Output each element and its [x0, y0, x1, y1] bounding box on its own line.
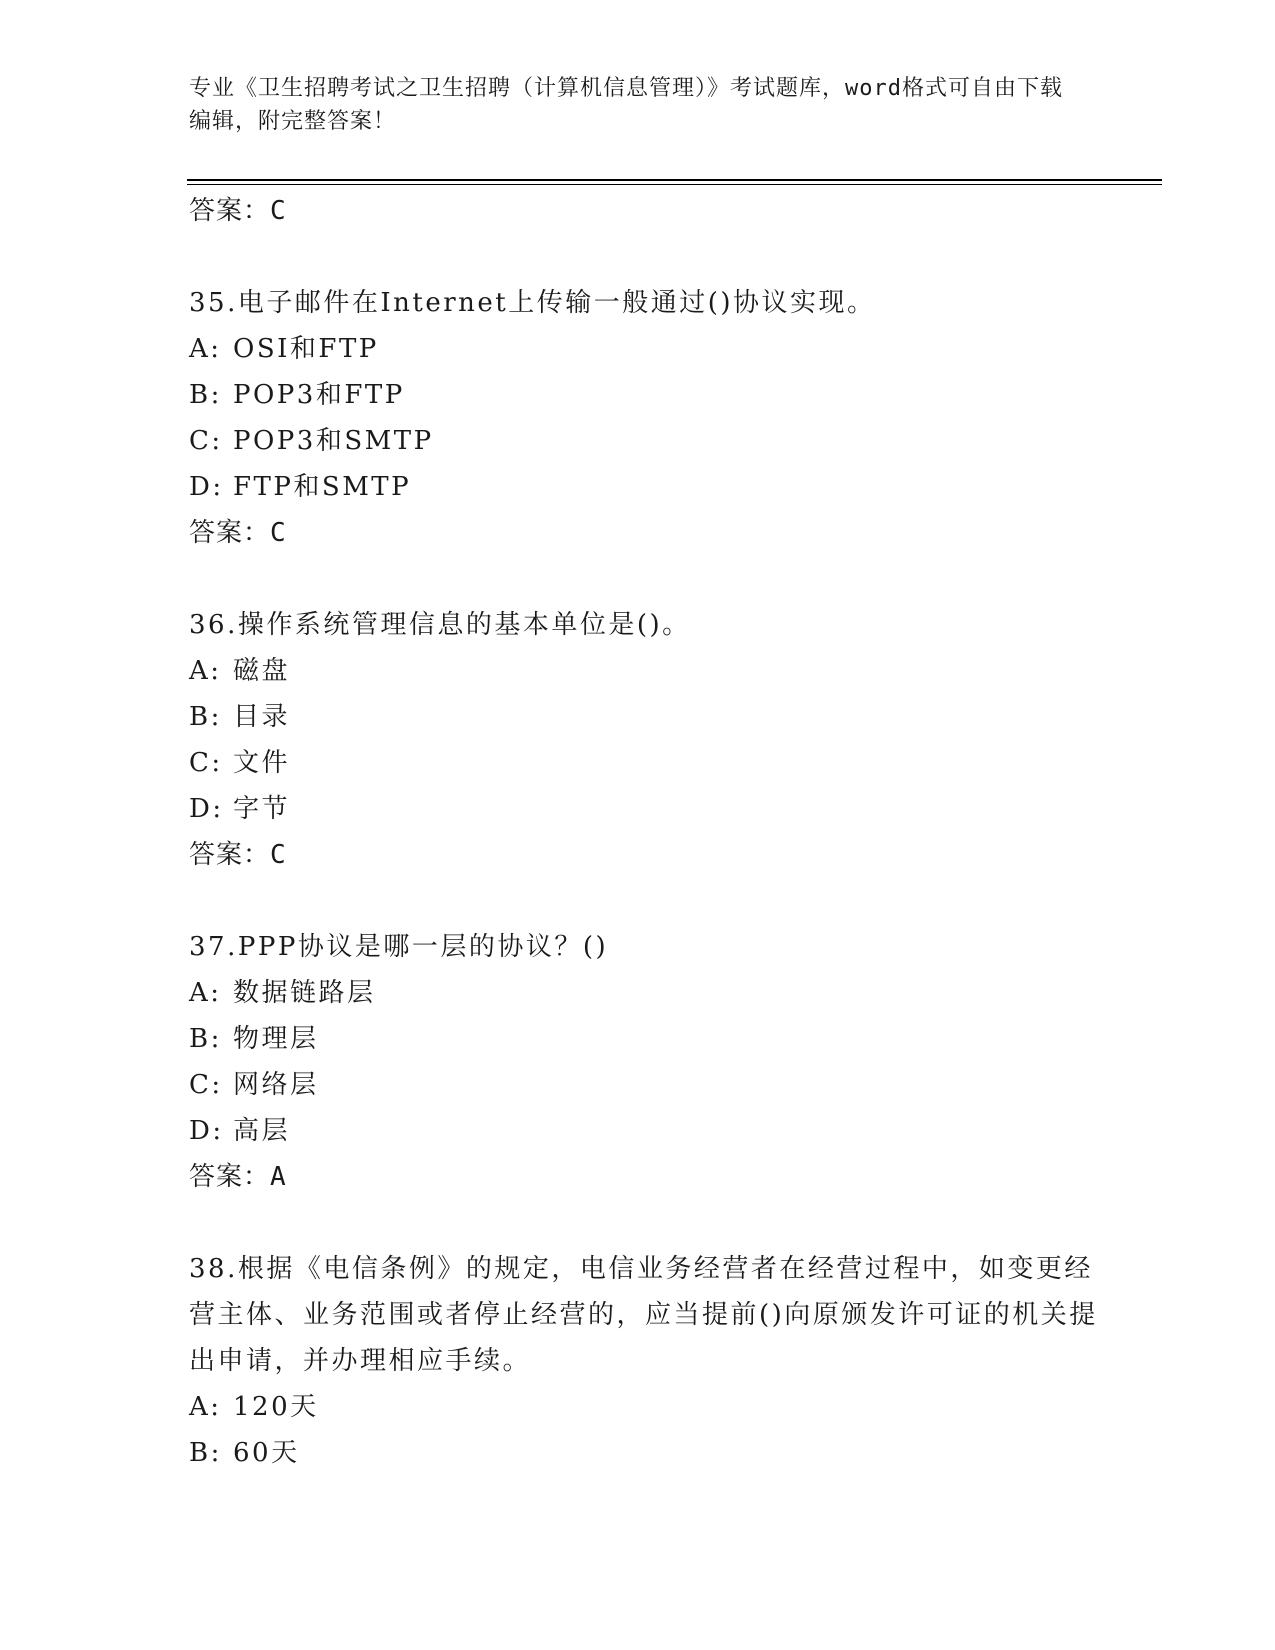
option-a [189, 1384, 1109, 1430]
question-text: 35.电子邮件在Internet上传输一般通过()协议实现。 [189, 288, 876, 318]
option-text: 目录 [233, 702, 291, 732]
option-text: 磁盘 [233, 656, 291, 686]
header-divider-thin [187, 184, 1162, 185]
header-divider-thick [187, 179, 1162, 181]
header-text: 专业《卫生招聘考试之卫生招聘（计算机信息管理）》考试题库，word格式可自由下载编辑，附完整答案！ [189, 76, 1063, 134]
option-letter: D: [189, 1116, 224, 1146]
option-b [189, 1430, 1109, 1476]
option-a [189, 648, 1109, 694]
question-list [189, 188, 1109, 1476]
option-text: POP3和SMTP [233, 426, 434, 456]
option-c [189, 418, 1109, 464]
option-b [189, 1016, 1109, 1062]
answer-line: 答案：C [189, 840, 287, 870]
option-b [189, 694, 1109, 740]
option-text: 字节 [233, 794, 291, 824]
option-letter: C: [189, 426, 223, 456]
option-text: 高层 [233, 1116, 291, 1146]
question-text: 37.PPP协议是哪一层的协议？() [189, 932, 609, 962]
option-b [189, 372, 1109, 418]
option-letter: C: [189, 1070, 223, 1100]
answer-line: 答案：A [189, 1162, 287, 1192]
option-a [189, 326, 1109, 372]
option-text: 物理层 [233, 1024, 319, 1054]
option-letter: A: [189, 656, 222, 686]
option-letter: B: [189, 380, 222, 410]
option-text: POP3和FTP [233, 380, 405, 410]
option-letter: B: [189, 702, 222, 732]
option-letter: C: [189, 748, 223, 778]
option-text: 网络层 [233, 1070, 319, 1100]
option-text: 文件 [233, 748, 291, 778]
option-text: 60天 [233, 1438, 300, 1468]
question-text: 38.根据《电信条例》的规定，电信业务经营者在经营过程中，如变更经营主体、业务范围或者停止经营的，应当提前()向原颁发许可证的机关提出申请，并办理相应手续。 [189, 1254, 1098, 1376]
option-letter: B: [189, 1024, 222, 1054]
option-text: OSI和FTP [233, 334, 379, 364]
option-a [189, 970, 1109, 1016]
question-37 [189, 924, 1109, 1200]
question-35 [189, 280, 1109, 556]
option-d [189, 786, 1109, 832]
option-text: 120天 [233, 1392, 319, 1422]
option-c [189, 740, 1109, 786]
option-letter: A: [189, 334, 222, 364]
option-letter: D: [189, 794, 224, 824]
option-text: 数据链路层 [233, 978, 376, 1008]
answer-line: 答案：C [189, 518, 287, 548]
option-d [189, 464, 1109, 510]
document-header [189, 72, 1069, 138]
option-letter: D: [189, 472, 224, 502]
option-letter: A: [189, 978, 222, 1008]
option-c [189, 1062, 1109, 1108]
answer-line: 答案：C [189, 196, 287, 226]
question-38 [189, 1246, 1109, 1476]
option-d [189, 1108, 1109, 1154]
option-letter: A: [189, 1392, 222, 1422]
option-letter: B: [189, 1438, 222, 1468]
question-36 [189, 602, 1109, 878]
question-text: 36.操作系统管理信息的基本单位是()。 [189, 610, 691, 640]
option-text: FTP和SMTP [233, 472, 412, 502]
